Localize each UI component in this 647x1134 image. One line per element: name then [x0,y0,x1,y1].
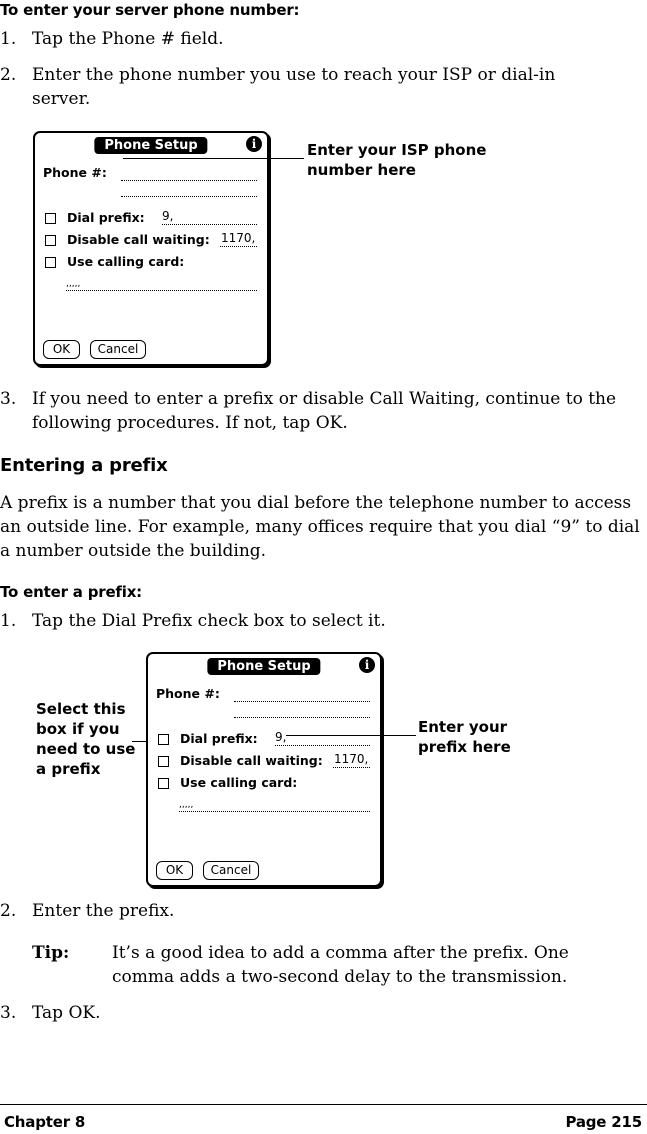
step-number: 2. [0,901,17,921]
calling-card-field[interactable] [66,290,257,291]
calling-card-value: ,,,,, [179,800,194,810]
procedure-heading-server-phone: To enter your server phone number: [0,1,300,19]
step-number: 1. [0,29,17,49]
disable-call-waiting-value: 1170, [334,752,369,766]
step-item [0,1001,640,1025]
step-text: Enter the prefix. [32,901,175,921]
phone-setup-screen [146,652,382,887]
phone-number-field-line2[interactable] [121,196,257,197]
callout-leader-line [123,158,304,159]
tip-text: It’s a good idea to add a comma after the prefix. One comma adds a two-second delay to the transmission. [112,943,569,987]
footer-rule [0,1104,647,1105]
step-text: Tap the Phone # field. [32,29,224,49]
callout-select-box: Select this box if you need to use a prefix [36,700,136,778]
calling-card-field[interactable] [179,811,370,812]
step-number: 1. [0,611,17,631]
disable-call-waiting-label: Disable call waiting: [180,753,323,768]
disable-call-waiting-field[interactable] [220,246,257,247]
step-text: Enter the phone number you use to reach your ISP or dial-in server. [32,65,556,109]
step-item [0,63,640,111]
step-item [0,27,640,51]
dial-prefix-checkbox[interactable] [158,734,169,745]
disable-call-waiting-label: Disable call waiting: [67,232,210,247]
step-item [0,899,640,923]
dial-prefix-value: 9, [162,209,174,223]
footer-page-number: Page 215 [565,1113,642,1131]
cancel-button[interactable]: Cancel [90,340,146,359]
calling-card-checkbox[interactable] [158,778,169,789]
dial-prefix-value: 9, [275,730,287,744]
screen-title: Phone Setup [207,658,320,675]
calling-card-label: Use calling card: [67,254,185,269]
procedure-heading-enter-prefix: To enter a prefix: [0,583,142,601]
calling-card-value: ,,,,, [66,279,81,289]
phone-number-field[interactable] [234,701,370,702]
step-text: Tap OK. [32,1003,101,1023]
step-item [0,609,640,633]
disable-call-waiting-value: 1170, [221,231,256,245]
step-item [0,387,640,435]
phone-number-field-line2[interactable] [234,717,370,718]
calling-card-label: Use calling card: [180,775,298,790]
cancel-button[interactable]: Cancel [203,861,259,880]
step-text: If you need to enter a prefix or disable Call Waiting, continue to the following procedures. If not, tap OK. [32,389,617,433]
dial-prefix-label: Dial prefix: [67,210,145,225]
step-number: 3. [0,389,17,409]
ok-button[interactable]: OK [43,340,80,359]
prefix-description: A prefix is a number that you dial before the telephone number to access an outside line. For example, many offices require that you dial “9” to dial a number outside the building. [0,493,640,561]
step-number: 2. [0,65,17,85]
section-heading-entering-prefix: Entering a prefix [0,455,168,476]
callout-leader-line [286,735,416,736]
disable-call-waiting-field[interactable] [333,767,370,768]
ok-button[interactable]: OK [156,861,193,880]
calling-card-checkbox[interactable] [45,257,56,268]
phone-setup-screen [33,131,269,366]
disable-call-waiting-checkbox[interactable] [158,756,169,767]
dial-prefix-field[interactable] [162,224,257,225]
disable-call-waiting-checkbox[interactable] [45,235,56,246]
callout-prefix: Enter your prefix here [418,718,511,756]
phone-number-field[interactable] [121,180,257,181]
screen-title: Phone Setup [94,137,207,154]
phone-number-label: Phone #: [43,165,107,180]
callout-isp-phone: Enter your ISP phone number here [307,141,487,179]
tip-label: Tip: [32,943,70,963]
phone-number-label: Phone #: [156,686,220,701]
dial-prefix-label: Dial prefix: [180,731,258,746]
footer-chapter: Chapter 8 [4,1113,86,1131]
info-icon[interactable]: i [359,657,375,673]
info-icon[interactable]: i [246,136,262,152]
step-number: 3. [0,1003,17,1023]
dial-prefix-field[interactable] [275,745,370,746]
dial-prefix-checkbox[interactable] [45,213,56,224]
step-text: Tap the Dial Prefix check box to select it. [32,611,386,631]
